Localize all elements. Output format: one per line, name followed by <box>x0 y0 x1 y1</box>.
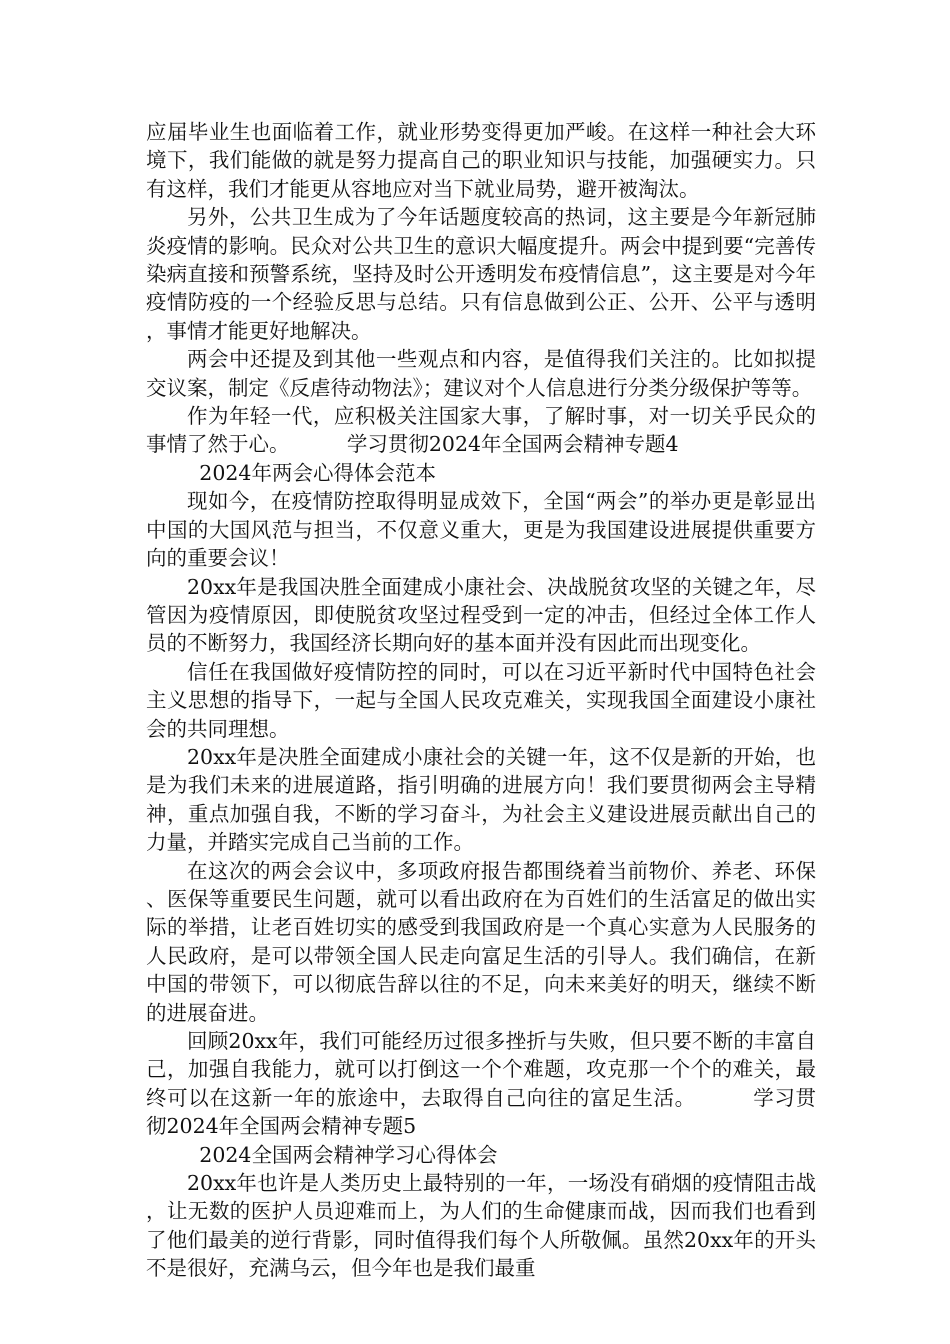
paragraph-young-generation <box>146 402 816 459</box>
paragraph-text: 信任在我国做好疫情防控的同时，可以在习近平新时代中国特色社会主义思想的指导下，一起与全国人民攻克难关，实现我国全面建设小康社会的共同理想。 <box>146 659 816 741</box>
section-heading-5: 学习贯彻2024年全国两会精神专题5 <box>146 1085 817 1139</box>
document-page <box>146 118 816 1283</box>
paragraph-text: 另外，公共卫生成为了今年话题度较高的热词，这主要是今年新冠肺炎疫情的影响。民众对公共卫生的意识大幅度提升。两会中提到要“完善传染病直接和预警系统，坚持及时公开透明发布疫情信息”，这主要是对今年疫情防疫的一个经验反思与总结。只有信息做到公正、公开、公平与透明，事情才能更好地解决。 <box>146 205 816 343</box>
paragraph-text: 20xx年是我国决胜全面建成小康社会、决战脱贫攻坚的关键之年，尽管因为疫情原因，即使脱贫攻坚过程受到一定的冲击，但经过全体工作人员的不断努力，我国经济长期向好的基本面并没有因此而出现变化。 <box>146 574 816 656</box>
paragraph-section4-review <box>146 1027 816 1141</box>
section-subtitle-4: 2024年两会心得体会范本 <box>199 460 436 485</box>
paragraph-section4-4 <box>146 743 816 857</box>
paragraph-section4-2 <box>146 573 816 658</box>
paragraph-other-topics <box>146 345 816 402</box>
paragraph-text: 现如今，在疫情防控取得明显成效下，全国“两会”的举办更是彰显出中国的大国风范与担当，不仅意义重大，更是为我国建设进展提供重要方向的重要会议！ <box>146 489 816 571</box>
paragraph-section4-1 <box>146 487 816 572</box>
section-heading-4: 学习贯彻2024年全国两会精神专题4 <box>346 432 679 457</box>
paragraph-text: 两会中还提及到其他一些观点和内容，是值得我们关注的。比如拟提交议案，制定《反虐待动物法》；建议对个人信息进行分类分级保护等等。 <box>146 347 816 400</box>
paragraph-text: 20xx年是决胜全面建成小康社会的关键一年，这不仅是新的开始，也是为我们未来的进展道路，指引明确的进展方向！我们要贯彻两会主导精神，重点加强自我，不断的学习奋斗，为社会主义建设进展贡献出自己的力量，并踏实完成自己当前的工作。 <box>146 744 816 855</box>
section-subtitle-5: 2024全国两会精神学习心得体会 <box>199 1142 498 1167</box>
paragraph-section4-5 <box>146 857 816 1027</box>
paragraph-text: 在这次的两会会议中，多项政府报告都围绕着当前物价、养老、环保、医保等重要民生问题，就可以看出政府在为百姓们的生活富足的做出实际的举措，让老百姓切实的感受到我国政府是一个真心实意为人民服务的人民政府，是可以带领全国人民走向富足生活的引导人。我们确信，在新中国的带领下，可以彻底告辞以往的不足，向未来美好的明天，继续不断的进展奋进。 <box>146 858 816 1025</box>
paragraph-employment <box>146 118 816 203</box>
paragraph-text: 作为年轻一代，应积极关注国家大事，了解时事，对一切关乎民众的事情了然于心。 <box>146 404 816 457</box>
paragraph-text: 回顾20xx年，我们可能经历过很多挫折与失败，但只要不断的丰富自己，加强自我能力，就可以打倒这一个个难题，攻克那一个个的难关，最终可以在这新一年的旅途中，去取得自己向往的富足生活。 <box>146 1029 816 1110</box>
paragraph-section5-1 <box>146 1169 816 1283</box>
paragraph-public-health <box>146 203 816 345</box>
paragraph-text: 应届毕业生也面临着工作，就业形势变得更加严峻。在这样一种社会大环境下，我们能做的就是努力提高自己的职业知识与技能，加强硬实力。只有这样，我们才能更从容地应对当下就业局势，避开被淘汰。 <box>146 120 816 201</box>
paragraph-text: 20xx年也许是人类历史上最特别的一年，一场没有硝烟的疫情阻击战，让无数的医护人员迎难而上，为人们的生命健康而战，因而我们也看到了他们最美的逆行背影，同时值得我们每个人所敬佩。虽然20xx年的开头不是很好，充满乌云，但今年也是我们最重 <box>146 1171 816 1281</box>
paragraph-section4-3 <box>146 658 816 743</box>
